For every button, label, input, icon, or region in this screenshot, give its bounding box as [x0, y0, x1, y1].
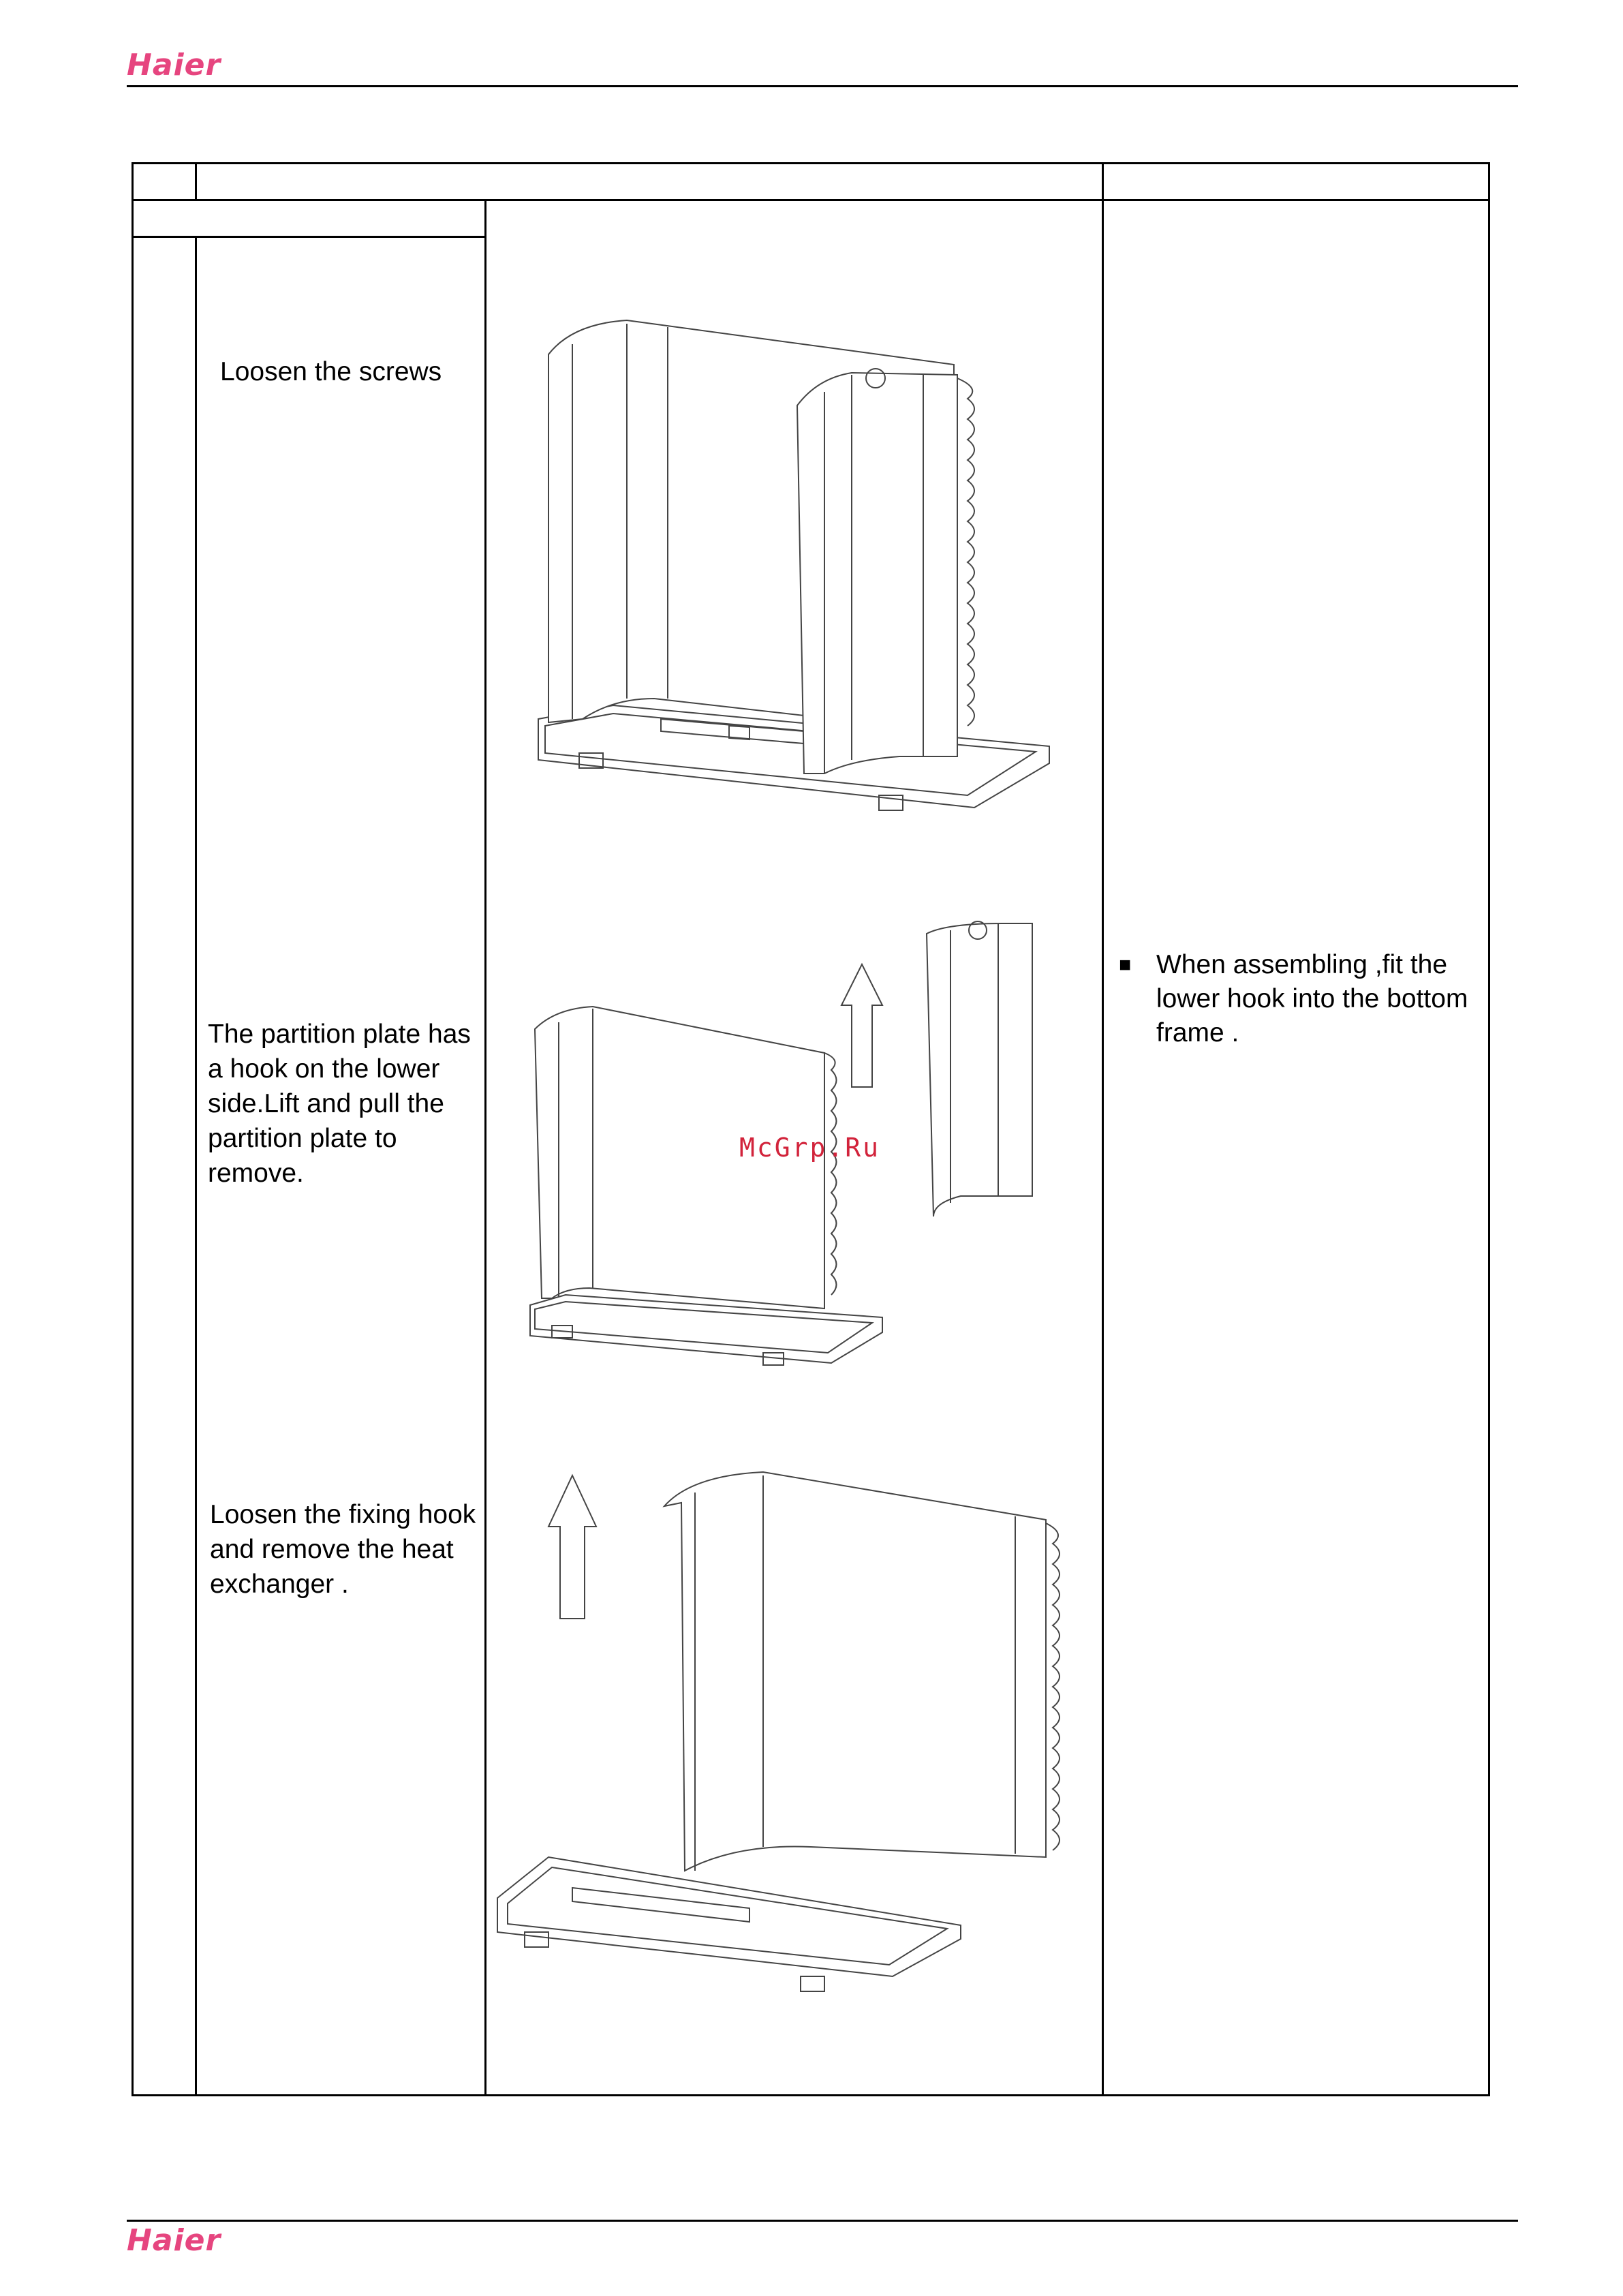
- figure-heat-exchanger-removed: [491, 1462, 1090, 2007]
- footer-brand-logo: Haier: [127, 2223, 221, 2258]
- table-col-1-divider: [195, 236, 197, 2094]
- step-3-text: Loosen the fixing hook and remove the heat exchanger .: [210, 1500, 476, 1599]
- note-text: When assembling ,fit the lower hook into the bottom frame .: [1156, 950, 1468, 1047]
- figure-outdoor-unit-assembled: [531, 310, 1070, 828]
- step-2-text: The partition plate has a hook on the lower side.Lift and pull the partition plate to remove.: [208, 1020, 471, 1188]
- footer-rule: [127, 2220, 1518, 2222]
- up-arrow-icon: [548, 1475, 596, 1619]
- header-rule: [127, 85, 1518, 87]
- table-col-1-divider-top: [195, 162, 197, 201]
- step-1-text: Loosen the screws: [220, 357, 442, 386]
- table-col-2-divider: [484, 199, 486, 2094]
- table-bottom-border: [132, 2094, 1490, 2096]
- square-bullet-icon: ■: [1119, 953, 1132, 976]
- table-top-border: [132, 162, 1490, 164]
- header-brand-logo: Haier: [127, 48, 221, 82]
- table-header-divider: [132, 199, 1490, 201]
- up-arrow-icon: [841, 964, 882, 1087]
- table-col-3-divider: [1102, 162, 1104, 2094]
- watermark-text: McGrp.Ru: [739, 1133, 881, 1163]
- table-left-border: [132, 162, 134, 2096]
- table-subheader-divider: [132, 236, 486, 238]
- table-right-border: [1488, 162, 1490, 2094]
